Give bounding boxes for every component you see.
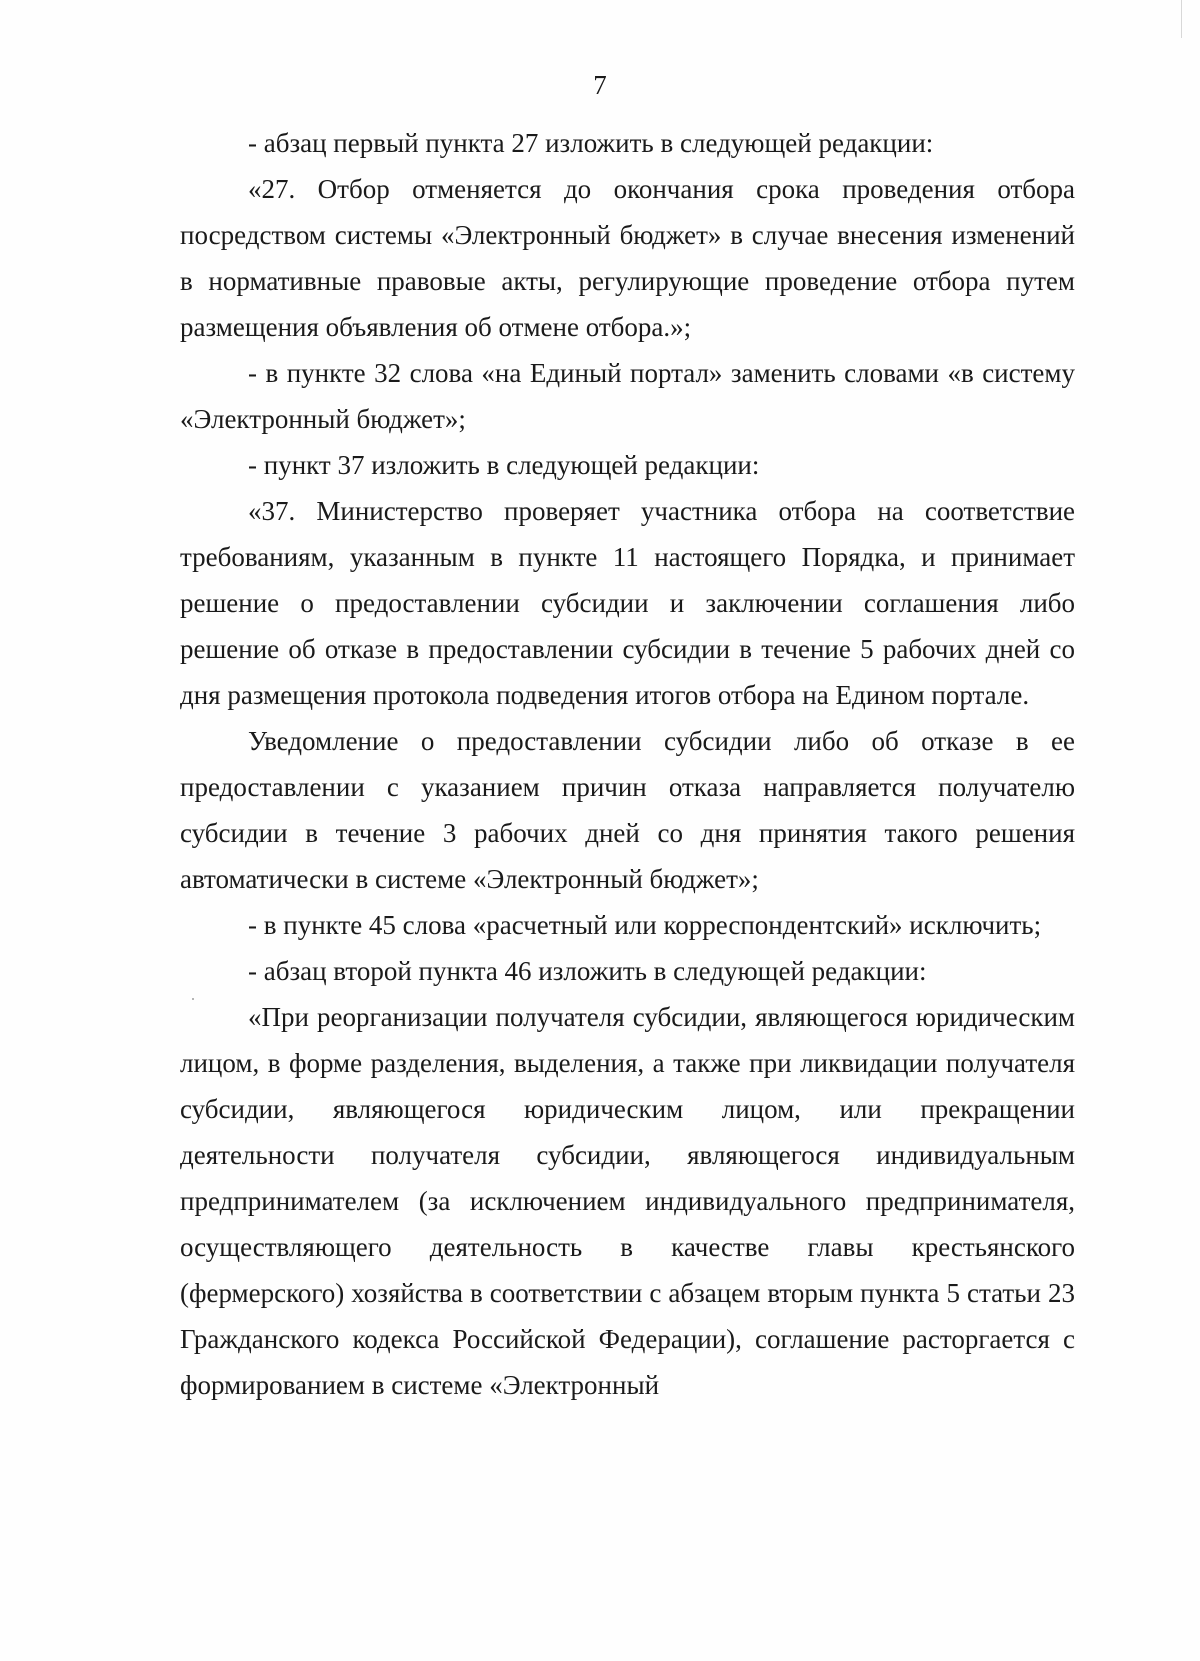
scan-edge-mark — [1181, 0, 1182, 38]
paragraph-4: - пункт 37 изложить в следующей редакции: — [248, 450, 760, 480]
paragraph-6: Уведомление о предоставлении субсидии либо об отказе в ее предоставлении с указанием причин отказа направляется получателю субсидии в течение 3 рабочих дней со дня принятия такого решения автоматически в системе «Электронный бюджет»; — [180, 726, 1075, 894]
paragraph-9: «При реорганизации получателя субсидии, являющегося юридическим лицом, в форме разделения, выделения, а также при ликвидации получателя субсидии, являющегося юридическим лицом, или прекращении деятельности получателя субсидии, являющегося индивидуальным предпринимателем (за исключением индивидуального предпринимателя, осуществляющего деятельность в качестве главы крестьянского (фермерского) хозяйства в соответствии с абзацем вторым пункта 5 статьи 23 Гражданского кодекса Российской Федерации), соглашение расторгается с формированием в системе «Электронный — [180, 1002, 1075, 1400]
page-number: 7 — [593, 70, 607, 100]
paragraph-1: - абзац первый пункта 27 изложить в следующей редакции: — [248, 128, 934, 158]
paragraph-5: «37. Министерство проверяет участника отбора на соответствие требованиям, указанным в пункте 11 настоящего Порядка, и принимает решение о предоставлении субсидии и заключении соглашения либо решение об отказе в предоставлении субсидии в течение 5 рабочих дней со дня размещения протокола подведения итогов отбора на Едином портале. — [180, 496, 1075, 710]
paragraph-2: «27. Отбор отменяется до окончания срока проведения отбора посредством системы «Электронный бюджет» в случае внесения изменений в нормативные правовые акты, регулирующие проведение отбора путем размещения объявления об отмене отбора.»; — [180, 174, 1075, 342]
paragraph-8: - абзац второй пункта 46 изложить в следующей редакции: — [248, 956, 927, 986]
scan-dot-mark — [192, 998, 194, 1000]
paragraph-7: - в пункте 45 слова «расчетный или корреспондентский» исключить; — [248, 910, 1042, 940]
paragraph-3: - в пункте 32 слова «на Единый портал» заменить словами «в систему «Электронный бюджет»; — [180, 358, 1075, 434]
document-body — [180, 120, 1075, 1408]
